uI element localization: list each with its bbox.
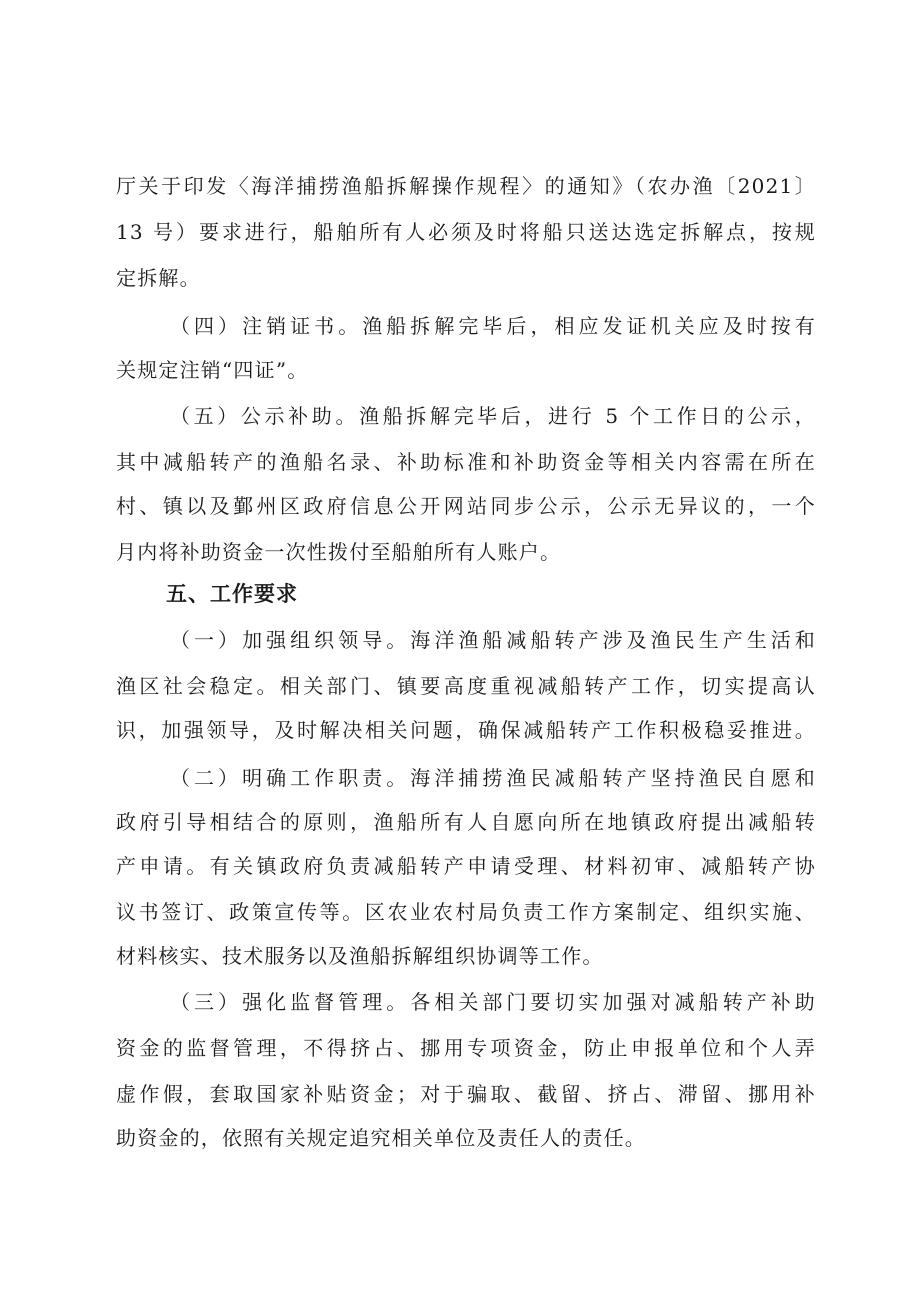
- body-text-line: 月内将补助资金一次性拨付至船舶所有人账户。: [116, 540, 562, 564]
- body-text-line: 资金的监督管理，不得挤占、挪用专项资金，防止申报单位和个人弄: [116, 1036, 816, 1060]
- body-text-line: 厅关于印发〈海洋捕捞渔船拆解操作规程〉的通知》（农办渔〔2021〕: [116, 174, 816, 198]
- body-text-line: 关规定注销“四证”。: [116, 358, 309, 382]
- body-text-line: 材料核实、技术服务以及渔船拆解组织协调等工作。: [116, 944, 604, 968]
- body-text-line: 助资金的，依照有关规定追究相关单位及责任人的责任。: [116, 1126, 646, 1150]
- body-text-line: 渔区社会稳定。相关部门、镇要高度重视减船转产工作，切实提高认: [116, 674, 816, 698]
- body-text-line: 政府引导相结合的原则，渔船所有人自愿向所在地镇政府提出减船转: [116, 810, 816, 834]
- body-text-line: （二）明确工作职责。海洋捕捞渔民减船转产坚持渔民自愿和: [170, 766, 816, 790]
- body-text-line: 虚作假，套取国家补贴资金；对于骗取、截留、挤占、滞留、挪用补: [116, 1082, 816, 1106]
- body-text-line: 13 号）要求进行，船舶所有人必须及时将船只送达选定拆解点，按规: [116, 220, 816, 244]
- body-text-line: （四）注销证书。渔船拆解完毕后，相应发证机关应及时按有: [170, 314, 816, 338]
- body-text-line: （一）加强组织领导。海洋渔船减船转产涉及渔民生产生活和: [170, 628, 816, 652]
- section-heading: 五、工作要求: [166, 582, 298, 606]
- body-text-line: 识，加强领导，及时解决相关问题，确保减船转产工作积极稳妥推进。: [116, 718, 816, 742]
- body-text-line: 产申请。有关镇政府负责减船转产申请受理、材料初审、减船转产协: [116, 854, 816, 878]
- body-text-line: （三）强化监督管理。各相关部门要切实加强对减船转产补助: [170, 990, 816, 1014]
- body-text-line: 议书签订、政策宣传等。区农业农村局负责工作方案制定、组织实施、: [116, 900, 816, 924]
- body-text-line: 定拆解。: [116, 266, 201, 290]
- body-text-line: 其中减船转产的渔船名录、补助标准和补助资金等相关内容需在所在: [116, 450, 816, 474]
- body-text-line: （五）公示补助。渔船拆解完毕后，进行 5 个工作日的公示，: [170, 404, 816, 428]
- body-text-line: 村、镇以及鄞州区政府信息公开网站同步公示，公示无异议的，一个: [116, 494, 816, 518]
